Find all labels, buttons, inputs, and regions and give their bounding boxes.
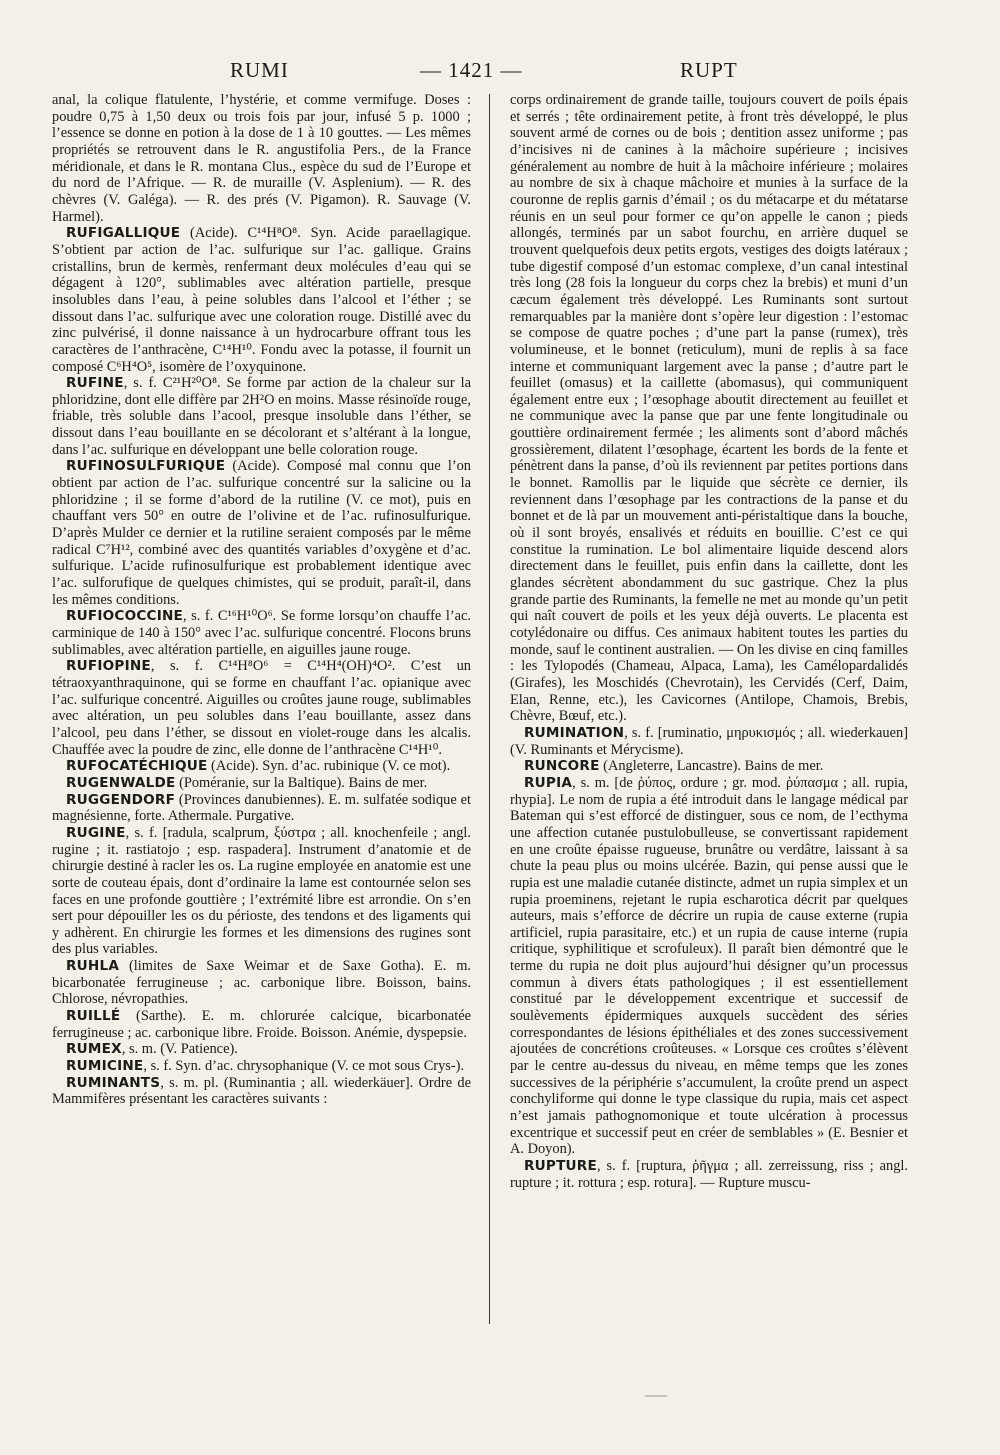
column-divider bbox=[489, 94, 490, 1324]
headword: RUMINANTS bbox=[66, 1074, 161, 1091]
entry-text: corps ordinairement de grande taille, toujours couvert de poils épais et serrés ; tête ordinairement petite, à front très développé, le plus souvent armé de cornes ou de bois ; dentition assez uniforme ; pas d’incisives ni de canines à la mâchoire supérieure ; incisives généralement au nombre de huit à la mâchoire inférieure ; molaires au nombre de six à chaque mâchoire et munies à la surface de la couronne de replis garnis d’émail ; os du métacarpe et du métatarse réunis en un seul pour former ce qu’on appelle le canon ; pieds allongés, terminés par un sabot fourchu, en arrière duquel se trouvent quelquefois deux petits ergots, vestiges des doigts latéraux ; tube digestif composé d’un estomac complexe, d’un canal intestinal très long (28 fois la longueur du corps chez la brebis) et muni d’un cæcum également très développé. Les Ruminants sont surtout remarquables par la manière dont s’opère leur digestion : l’estomac se compose de quatre poches ; d’une part la panse (rumex), très volumineuse, et le bonnet (reticulum), muni de replis à sa face interne et communiquant largement avec la panse ; d’autre part le feuillet (omasus) et la caillette (abomasus), qui communiquent également entre eux ; l’œsophage aboutit directement au feuillet et ne communique avec la panse que par une fente longitudinale ou gouttière ordinairement fermée ; les aliments sont d’abord mâchés grossièrement, dilatent l’œsophage, écartent les bords de la fente et pénètrent dans la panse, d’où ils reviennent par petites portions dans le bonnet. Ramollis par le liquide que sécrète ce dernier, ils reviennent dans l’œsophage par les contractions de la panse et du bonnet et de là par un mouvement anti-péristaltique dans la bouche, où il sont broyés, ensalivés et réduits en bouillie. C’est ce qui constitue la rumination. Le bol alimentaire liquide descend alors directement dans le feuillet, puis enfin dans la caillette, dont les glandes sécrètent abondamment du suc gastrique. Chez la plus grande partie des Ruminants, la femelle ne met au monde qu’un petit qui naît couvert de poils et les yeux déjà ouverts. Le placenta est cotylédonaire ou diffus. Ces animaux habitent toutes les parties du monde, sauf le continent australien. — On les divise en cinq familles : les Tylopodés (Chameau, Alpaca, Lama), les Camélopardalidés (Girafes), les Moschidés (Chevrotain), les Cervidés (Cerf, Daim, Elan, Renne, etc.), les Cavicornes (Antilope, Chamois, Brebis, Chèvre, Bœuf, etc.). bbox=[510, 92, 908, 725]
headword: RUMEX bbox=[66, 1041, 122, 1058]
entry-text: , s. m. [de ῥύπος, ordure ; gr. mod. ῥύπασμα ; all. rupia, rhypia]. Le nom de rupia a été introduit dans le langage médical par Bateman qui s’est efforcé de distinguer, sous ce nom, de l’ecthyma une affection cutanée pustulobulleuse, se convertissant rapidement en une croûte épaisse rugueuse, brunâtre ou verdâtre, laissant à sa chute la peau plus ou moins ulcérée. Bazin, qui pense aussi que le rupia est une maladie cutanée distincte, admet un rupia simplex et un rupia proeminens, rejetant le rupia escharotica décrit par quelques auteurs, mais s’efforce de décrire un rupia de cause externe (rupia artificiel, rupia parasitaire, etc.) et un rupia de cause interne (rupia critique, syphilitique et scrofuleux). Il paraît bien démontré que le terme du rupia ne doit plus aujourd’hui désigner qu’un processus commun à divers états pathologiques ; il est essentiellement constitué par le développement excentrique et successif de soulèvements épidermiques auxquels succèdent des séries correspondantes de lésions épithéliales et des zones successivement ajoutées de concrétions croûteuses. « Lorsque ces croûtes s’élèvent par le centre au-dessus du niveau, en même temps que les zones successives de la périphérie s’accumulent, la croûte prend un aspect conchyliforme qui donne le type classique du rupia, mais cet aspect n’est jamais pathognomonique et toute ulcération à processus excentrique et successif peut en créer de semblables » (E. Besnier et A. Doyon). bbox=[510, 774, 908, 1158]
entry-continuation bbox=[510, 92, 908, 725]
headword: RUGGENDORF bbox=[66, 791, 176, 808]
entry-rupture bbox=[510, 1158, 908, 1191]
header-right-guideword: RUPT bbox=[680, 58, 738, 82]
headword: RUGINE bbox=[66, 824, 126, 841]
entry-rufigallique bbox=[52, 225, 471, 375]
headword: RUPIA bbox=[524, 774, 573, 791]
entry-text: , s. f. C¹⁶H¹⁰O⁶. Se forme lorsqu’on chauffe l’ac. carminique de 140 à 150° avec l’ac. sulfurique concentré. Flocons bruns sublimables, avec altération partielle, en aiguilles jaune rouge. bbox=[52, 608, 471, 658]
entry-text: , s. m. (V. Patience). bbox=[121, 1041, 238, 1058]
entry-text: (limites de Saxe Weimar et de Saxe Gotha). E. m. bicarbonatée ferrugineuse ; ac. carbonique libre. Boisson, bains. Chlorose, névropathies. bbox=[52, 958, 471, 1008]
headword: RUFINE bbox=[66, 375, 124, 392]
entry-ruhla bbox=[52, 958, 471, 1008]
headword: RUPTURE bbox=[524, 1158, 597, 1174]
headword: RUFOCATÉCHIQUE bbox=[66, 758, 208, 775]
page-smudge bbox=[645, 1395, 667, 1397]
entry-ruminants bbox=[52, 1075, 471, 1108]
entry-rugine bbox=[52, 825, 471, 958]
entry-text: , s. m. pl. (Ruminantia ; all. wiederkäuer]. Ordre de Mammifères présentant les caractères suivants : bbox=[52, 1074, 471, 1108]
entry-text: (Acide). Syn. d’ac. rubinique (V. ce mot). bbox=[207, 758, 451, 775]
entry-text: (Provinces danubiennes). E. m. sulfatée sodique et magnésienne, forte. Athermale. Purgative. bbox=[52, 791, 471, 825]
entry-text: , s. f. [ruptura, ῥῆγμα ; all. zerreissung, riss ; angl. rupture ; it. rottura ; esp. rotura]. — Rupture muscu- bbox=[510, 1158, 908, 1191]
headword: RUFIGALLIQUE bbox=[66, 225, 181, 242]
headword: RUFINOSULFURIQUE bbox=[66, 458, 226, 475]
entry-rufinosulfurique bbox=[52, 458, 471, 608]
headword: RUMINATION bbox=[524, 724, 625, 741]
entry-rufiopine bbox=[52, 658, 471, 758]
headword: RUFIOPINE bbox=[66, 658, 151, 675]
headword: RUGENWALDE bbox=[66, 774, 176, 791]
entry-rufocatechique bbox=[52, 758, 471, 775]
entry-runcore bbox=[510, 758, 908, 775]
entry-text: , s. f. Syn. d’ac. chrysophanique (V. ce mot sous Crys-). bbox=[143, 1058, 465, 1075]
entry-ruggendorf bbox=[52, 792, 471, 825]
entry-text: anal, la colique flatulente, l’hystérie, et comme vermifuge. Doses : poudre 0,75 à 1,50 deux ou trois fois par jour, infusé 5 p. 1000 ; l’essence se donne en potion à la dose de 1 à 10 gouttes. — Les mêmes propriétés se retrouvent dans le R. angustifolia Pers., de la France méridionale, et dans le R. montana Clus., espèce du sud de l’Europe et du nord de l’Afrique. — R. de muraille (V. Asplenium). — R. des chèvres (V. Galéga). — R. des prés (V. Pigamon). R. Sauvage (V. Harmel). bbox=[52, 92, 471, 225]
entry-text: (Poméranie, sur la Baltique). Bains de mer. bbox=[175, 774, 428, 791]
headword: RUILLÉ bbox=[66, 1008, 121, 1025]
entry-text: (Acide). C¹⁴H⁸O⁸. Syn. Acide paraellagique. S’obtient par action de l’ac. sulfurique sur l’ac. gallique. Grains cristallins, brun de kermès, renfermant deux molécules d’eau qui se dégagent à 120°, sublimables avec altération partielle, presque insolubles dans l’eau, à peine solubles dans l’alcool et l’éther ; se dissout dans l’ac. sulfurique avec une coloration rouge. Distillé avec du zinc pulvérisé, il donne naissance à un hydrocarbure offrant tous les caractères de l’anthracène, C¹⁴H¹⁰. Fondu avec la potasse, il fournit un composé C⁶H⁴O⁵, isomère de l’oxyquinone. bbox=[52, 225, 471, 375]
left-column bbox=[52, 92, 471, 1412]
entry-rupia bbox=[510, 775, 908, 1158]
entry-text: , s. f. C²¹H²⁰O⁸. Se forme par action de la chaleur sur la phloridzine, dont elle diffère par 2H²O en moins. Masse résinoïde rouge, friable, très soluble dans l’acool, presque insoluble dans l’éther, se dissout dans l’eau bouillante en se décolorant et s’altérant à la longue, dans l’ac. sulfurique en développant une belle coloration rouge. bbox=[52, 375, 471, 458]
entry-rumination bbox=[510, 725, 908, 758]
entry-text: (Acide). Composé mal connu que l’on obtient par action de l’ac. sulfurique concentré sur la salicine ou la phloridzine ; il se forme d’abord de la rutiline (V. ce mot), puis en chauffant vers 50° en outre de l’olivine et de l’ac. rufinosulfurique. D’après Mulder ce dernier et la rutiline seraient composés par le même radical C⁷H¹², combiné avec des quantités variables d’oxygène et d’ac. sulfurique. L’acide rufinosulfurique est probablement identique avec l’ac. sulforufique de quelques chimistes, qui se produit, paraît-il, dans les mêmes conditions. bbox=[52, 458, 471, 608]
header-left-guideword: RUMI bbox=[230, 58, 289, 82]
entry-rufiococcine bbox=[52, 608, 471, 658]
entry-ruille bbox=[52, 1008, 471, 1041]
entry-rumex bbox=[52, 1041, 471, 1058]
entry-rugenwalde bbox=[52, 775, 471, 792]
entry-rumicine bbox=[52, 1058, 471, 1075]
entry-rufine bbox=[52, 375, 471, 458]
page-header bbox=[40, 58, 958, 88]
page-number: — 1421 — bbox=[420, 58, 523, 82]
headword: RUFIOCOCCINE bbox=[66, 608, 184, 625]
entry-text: (Sarthe). E. m. chlorurée calcique, bicarbonatée ferrugineuse ; ac. carbonique libre. Froide. Boisson. Anémie, dyspepsie. bbox=[52, 1008, 471, 1041]
entry-text: , s. f. [radula, scalprum, ξύστρα ; all. knochenfeile ; angl. rugine ; it. rastiatojo ; esp. raspadera]. Instrument d’anatomie et de chirurgie destiné à racler les os. La rugine employée en anatomie est une sorte de couteau épais, dont d’ordinaire la lame est contournée selon ses faces en une profonde gouttière ; l’extrémité libre est arrondie. On s’en sert pour dépouiller les os du périoste, des tendons et des ligaments qui y adhèrent. En chirurgie les formes et les dimensions des rugines sont des plus variables. bbox=[52, 824, 471, 958]
entry-text: , s. f. C¹⁴H⁸O⁶ = C¹⁴H⁴(OH)⁴O². C’est un tétraoxyanthraquinone, qui se forme en chauffant l’ac. opianique avec l’ac. sulfurique concentré. Aiguilles ou croûtes jaune rouge, sublimables avec altération, un peu solubles dans l’eau bouillante, assez dans l’alcool, peu dans l’éther, se dissout en violet-rouge dans les alcalis. Chauffée avec la poudre de zinc, elle donne de l’anthracène C¹⁴H¹⁰. bbox=[52, 658, 471, 758]
entry-continuation bbox=[52, 92, 471, 225]
entry-text: (Angleterre, Lancastre). Bains de mer. bbox=[599, 758, 824, 775]
headword: RUNCORE bbox=[524, 758, 600, 775]
headword: RUMICINE bbox=[66, 1058, 144, 1075]
right-column bbox=[510, 92, 908, 1412]
entry-text: , s. f. [ruminatio, μηρυκισμός ; all. wiederkauen] (V. Ruminants et Mérycisme). bbox=[510, 724, 908, 758]
headword: RUHLA bbox=[66, 958, 120, 975]
